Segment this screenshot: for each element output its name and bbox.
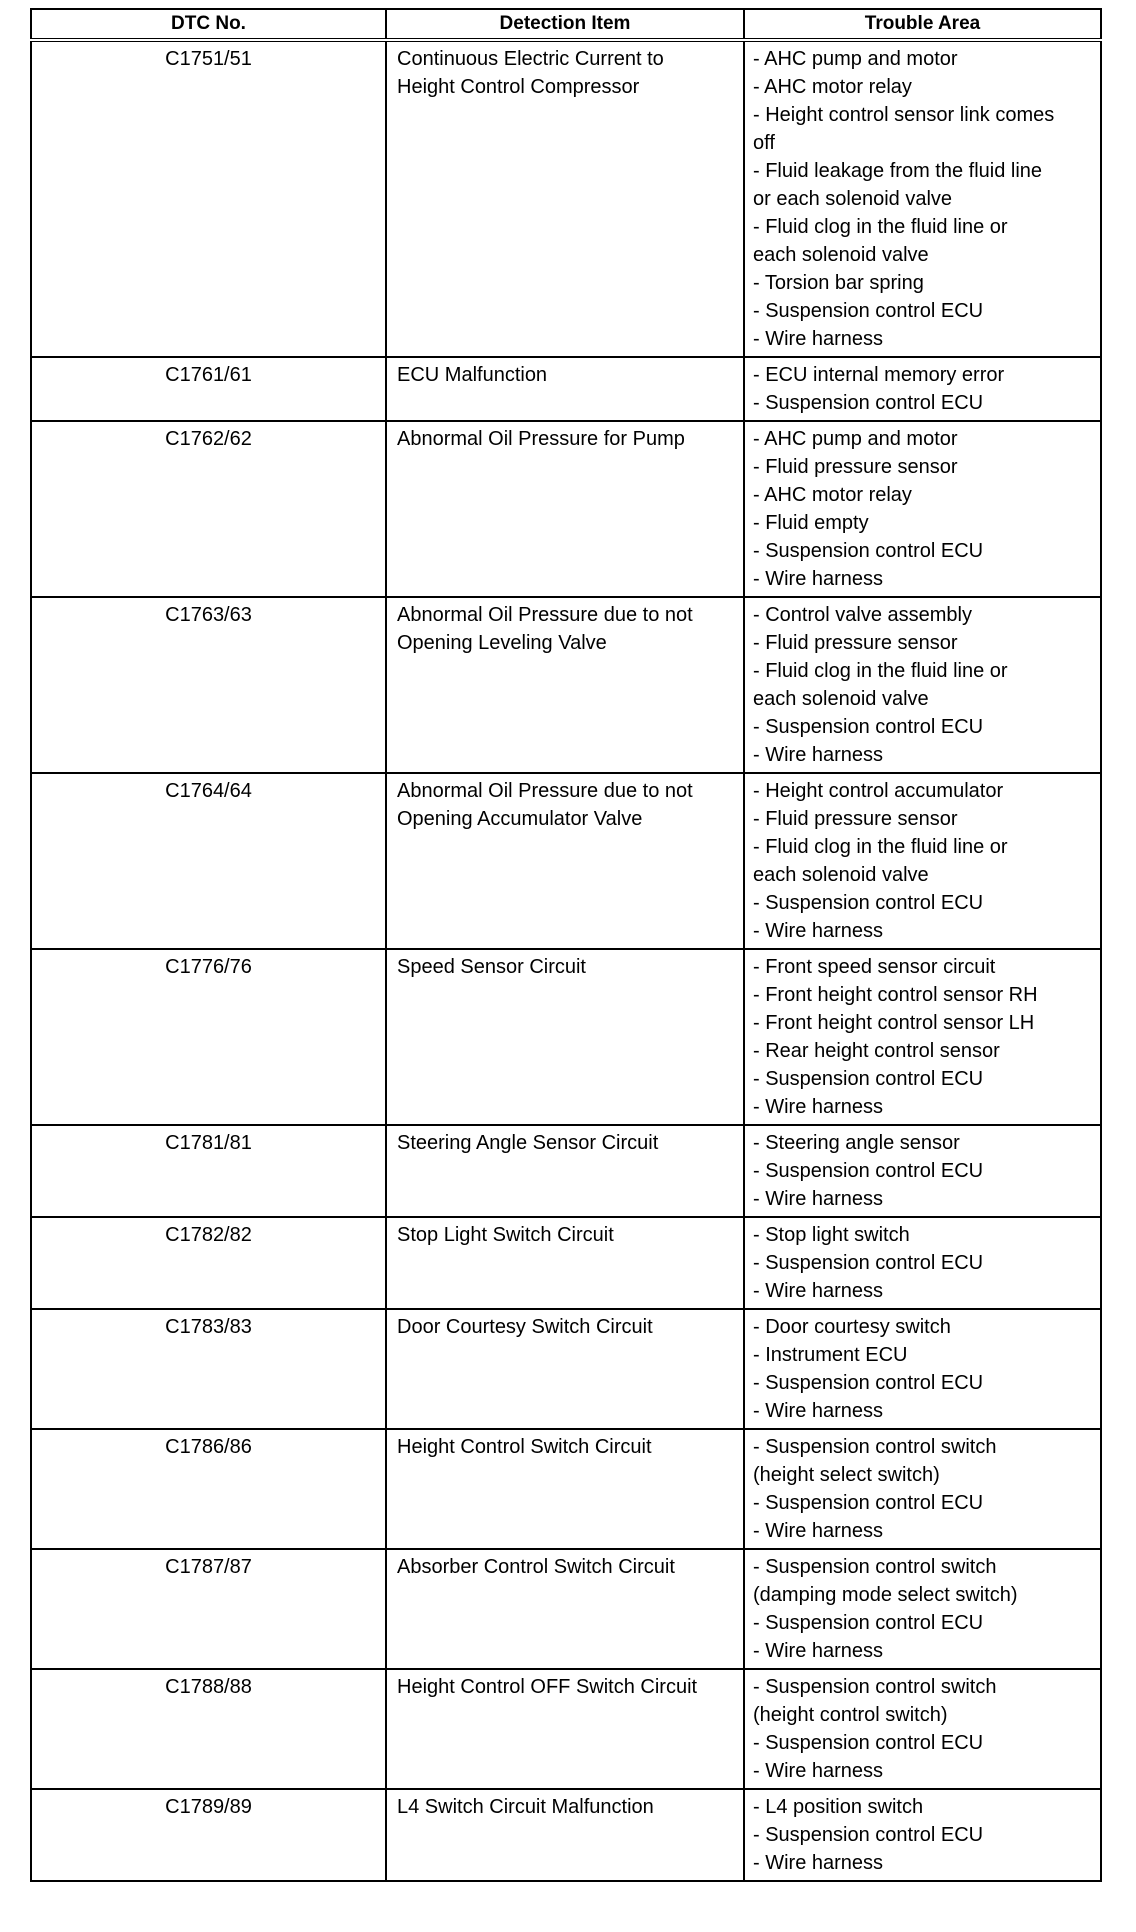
detection-item-cell — [386, 357, 744, 421]
trouble-area-line: - Wire harness — [753, 1640, 884, 1662]
trouble-area-line: - Wire harness — [753, 1280, 884, 1302]
trouble-area-line: (damping mode select switch) — [753, 1584, 1018, 1606]
detection-item-cell — [386, 1549, 744, 1669]
dtc-code-cell: C1751/51 — [31, 40, 386, 357]
detection-item-cell — [386, 1217, 744, 1309]
trouble-area-cell — [744, 1125, 1101, 1217]
dtc-code-cell: C1781/81 — [31, 1125, 386, 1217]
detection-item-line: Steering Angle Sensor Circuit — [397, 1132, 659, 1154]
detection-item-cell — [386, 1125, 744, 1217]
trouble-area-line: - Suspension control ECU — [753, 540, 984, 562]
trouble-area-line: - AHC motor relay — [753, 76, 912, 98]
table-row — [31, 40, 1101, 357]
trouble-area-line: - AHC pump and motor — [753, 428, 958, 450]
trouble-area-line: off — [753, 132, 775, 154]
trouble-area-line: - Fluid pressure sensor — [753, 456, 958, 478]
table-row — [31, 1429, 1101, 1549]
detection-item-line: Continuous Electric Current to — [397, 48, 664, 70]
trouble-area-line: - Fluid empty — [753, 512, 869, 534]
header-detection-item: Detection Item — [386, 9, 744, 40]
trouble-area-line: each solenoid valve — [753, 244, 929, 266]
trouble-area-line: - Suspension control ECU — [753, 1252, 984, 1274]
detection-item-cell — [386, 1669, 744, 1789]
detection-item-line: Abnormal Oil Pressure for Pump — [397, 428, 685, 450]
trouble-area-line: (height control switch) — [753, 1704, 948, 1726]
table-row — [31, 1217, 1101, 1309]
trouble-area-line: - Front height control sensor RH — [753, 984, 1038, 1006]
detection-item-line: Height Control OFF Switch Circuit — [397, 1676, 698, 1698]
dtc-code-cell: C1761/61 — [31, 357, 386, 421]
table-header-row — [31, 9, 1101, 40]
trouble-area-cell — [744, 1217, 1101, 1309]
table-row — [31, 1125, 1101, 1217]
trouble-area-line: each solenoid valve — [753, 864, 929, 886]
detection-item-cell — [386, 1789, 744, 1881]
trouble-area-line: - Suspension control switch — [753, 1436, 997, 1458]
detection-item-line: Height Control Compressor — [397, 76, 640, 98]
trouble-area-line: - Fluid pressure sensor — [753, 808, 958, 830]
trouble-area-line: - Suspension control ECU — [753, 300, 984, 322]
trouble-area-line: - AHC pump and motor — [753, 48, 958, 70]
trouble-area-line: - ECU internal memory error — [753, 364, 1005, 386]
trouble-area-line: - Suspension control ECU — [753, 716, 984, 738]
detection-item-cell — [386, 1429, 744, 1549]
trouble-area-line: - Suspension control ECU — [753, 1732, 984, 1754]
detection-item-cell — [386, 773, 744, 949]
detection-item-line: Opening Leveling Valve — [397, 632, 607, 654]
trouble-area-line: - Steering angle sensor — [753, 1132, 960, 1154]
detection-item-line: ECU Malfunction — [397, 364, 548, 386]
dtc-code-cell: C1783/83 — [31, 1309, 386, 1429]
trouble-area-line: - Fluid leakage from the fluid line — [753, 160, 1043, 182]
detection-item-line: Opening Accumulator Valve — [397, 808, 643, 830]
trouble-area-line: - Suspension control ECU — [753, 1492, 984, 1514]
header-dtc-no: DTC No. — [31, 9, 386, 40]
trouble-area-line: - Suspension control ECU — [753, 1068, 984, 1090]
trouble-area-line: - Suspension control switch — [753, 1556, 997, 1578]
table-body — [31, 40, 1101, 1881]
trouble-area-line: - Wire harness — [753, 1400, 884, 1422]
detection-item-line: Speed Sensor Circuit — [397, 956, 586, 978]
trouble-area-cell — [744, 1309, 1101, 1429]
trouble-area-line: - Fluid clog in the fluid line or — [753, 660, 1008, 682]
dtc-code-cell: C1763/63 — [31, 597, 386, 773]
trouble-area-line: - Wire harness — [753, 920, 884, 942]
detection-item-cell — [386, 949, 744, 1125]
dtc-code-cell: C1787/87 — [31, 1549, 386, 1669]
trouble-area-line: - Wire harness — [753, 1096, 884, 1118]
table-row — [31, 421, 1101, 597]
trouble-area-line: - Wire harness — [753, 328, 884, 350]
detection-item-cell — [386, 1309, 744, 1429]
detection-item-cell — [386, 597, 744, 773]
detection-item-line: Abnormal Oil Pressure due to not — [397, 780, 693, 802]
trouble-area-cell — [744, 949, 1101, 1125]
trouble-area-line: - Suspension control ECU — [753, 892, 984, 914]
trouble-area-line: - Wire harness — [753, 1852, 884, 1874]
table-row — [31, 1549, 1101, 1669]
detection-item-line: Height Control Switch Circuit — [397, 1436, 652, 1458]
trouble-area-cell — [744, 1549, 1101, 1669]
trouble-area-line: - Suspension control ECU — [753, 392, 984, 414]
trouble-area-line: - Front height control sensor LH — [753, 1012, 1035, 1034]
dtc-code-cell: C1788/88 — [31, 1669, 386, 1789]
detection-item-cell — [386, 421, 744, 597]
table-row — [31, 773, 1101, 949]
trouble-area-line: - Wire harness — [753, 1760, 884, 1782]
trouble-area-line: - Rear height control sensor — [753, 1040, 1000, 1062]
trouble-area-cell — [744, 40, 1101, 357]
trouble-area-line: - Wire harness — [753, 1520, 884, 1542]
trouble-area-cell — [744, 773, 1101, 949]
trouble-area-line: - Suspension control switch — [753, 1676, 997, 1698]
trouble-area-line: - Front speed sensor circuit — [753, 956, 996, 978]
trouble-area-line: each solenoid valve — [753, 688, 929, 710]
trouble-area-line: - Control valve assembly — [753, 604, 972, 626]
trouble-area-line: - Wire harness — [753, 1188, 884, 1210]
detection-item-cell — [386, 40, 744, 357]
trouble-area-line: - Suspension control ECU — [753, 1824, 984, 1846]
trouble-area-line: - Height control accumulator — [753, 780, 1004, 802]
dtc-code-cell: C1776/76 — [31, 949, 386, 1125]
dtc-code-cell: C1764/64 — [31, 773, 386, 949]
trouble-area-cell — [744, 357, 1101, 421]
trouble-area-line: (height select switch) — [753, 1464, 940, 1486]
trouble-area-line: - L4 position switch — [753, 1796, 924, 1818]
trouble-area-cell — [744, 1669, 1101, 1789]
trouble-area-line: - Fluid pressure sensor — [753, 632, 958, 654]
trouble-area-line: - Suspension control ECU — [753, 1612, 984, 1634]
trouble-area-line: - Fluid clog in the fluid line or — [753, 216, 1008, 238]
table-row — [31, 949, 1101, 1125]
trouble-area-line: - Fluid clog in the fluid line or — [753, 836, 1008, 858]
trouble-area-line: - Door courtesy switch — [753, 1316, 951, 1338]
trouble-area-line: - Height control sensor link comes — [753, 104, 1055, 126]
trouble-area-line: - Suspension control ECU — [753, 1160, 984, 1182]
detection-item-line: Stop Light Switch Circuit — [397, 1224, 614, 1246]
table-row — [31, 597, 1101, 773]
trouble-area-line: - Torsion bar spring — [753, 272, 924, 294]
trouble-area-line: - AHC motor relay — [753, 484, 912, 506]
trouble-area-line: - Suspension control ECU — [753, 1372, 984, 1394]
trouble-area-cell — [744, 1789, 1101, 1881]
detection-item-line: L4 Switch Circuit Malfunction — [397, 1796, 654, 1818]
dtc-code-cell: C1789/89 — [31, 1789, 386, 1881]
header-trouble-area: Trouble Area — [744, 9, 1101, 40]
trouble-area-cell — [744, 421, 1101, 597]
detection-item-line: Absorber Control Switch Circuit — [397, 1556, 675, 1578]
detection-item-line: Door Courtesy Switch Circuit — [397, 1316, 653, 1338]
dtc-code-cell: C1762/62 — [31, 421, 386, 597]
trouble-area-line: - Wire harness — [753, 568, 884, 590]
table-row — [31, 1309, 1101, 1429]
dtc-table — [30, 8, 1102, 1882]
trouble-area-line: or each solenoid valve — [753, 188, 953, 210]
trouble-area-line: - Instrument ECU — [753, 1344, 908, 1366]
trouble-area-cell — [744, 1429, 1101, 1549]
dtc-code-cell: C1786/86 — [31, 1429, 386, 1549]
dtc-code-cell: C1782/82 — [31, 1217, 386, 1309]
trouble-area-cell — [744, 597, 1101, 773]
table-row — [31, 1789, 1101, 1881]
trouble-area-line: - Stop light switch — [753, 1224, 910, 1246]
table-row — [31, 1669, 1101, 1789]
table-row — [31, 357, 1101, 421]
trouble-area-line: - Wire harness — [753, 744, 884, 766]
detection-item-line: Abnormal Oil Pressure due to not — [397, 604, 693, 626]
dtc-table-container — [30, 8, 1100, 1882]
